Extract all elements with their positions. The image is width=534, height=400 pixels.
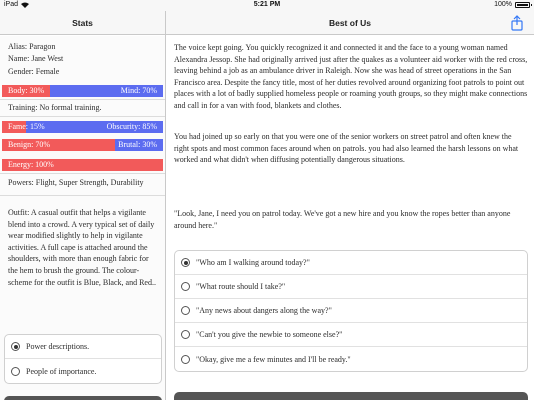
body-label: Body: 30%	[8, 86, 45, 95]
radio-icon	[181, 355, 190, 364]
option-label: People of importance.	[26, 366, 97, 376]
choice-label: "Can't you give the newbie to someone else?"	[196, 330, 343, 339]
story-paragraph: "Look, Jane, I need you on patrol today. We've got a new hire and you know the ropes better than anyone around here."	[174, 209, 511, 230]
status-bar	[0, 0, 534, 11]
benign-brutal-bar	[2, 139, 163, 151]
fame-obscurity-bar	[2, 121, 163, 133]
choices-list	[174, 250, 528, 372]
choice-label: "Who am I walking around today?"	[196, 258, 310, 267]
story-paragraph: You had joined up so early on that you were one of the senior workers on street patrol and often knew the right spots and most common faces around when on patrols. you had also learned the harsh lessons on what worked and what didn't when diffusing potentially dangerous situations.	[174, 132, 519, 165]
energy-label: Energy: 100%	[8, 160, 54, 169]
stats-panel[interactable]	[0, 36, 165, 400]
radio-icon	[11, 367, 20, 376]
battery-percent: 100%	[494, 1, 512, 8]
choice-what-route[interactable]	[175, 275, 527, 299]
story-title: Best of Us	[328, 17, 372, 28]
choice-any-news[interactable]	[175, 299, 527, 323]
choice-label: "What route should I take?"	[196, 282, 286, 291]
separator	[0, 116, 165, 117]
name-text: Name: Jane West	[8, 54, 64, 63]
body-mind-bar	[2, 85, 163, 97]
choice-who-am-i-walking[interactable]	[175, 251, 527, 275]
separator	[0, 195, 165, 196]
choice-okay-ready[interactable]	[175, 347, 527, 371]
option-label: Power descriptions.	[26, 342, 90, 351]
choice-label: "Okay, give me a few minutes and I'll be ready."	[196, 354, 351, 364]
story-paragraph: The voice kept going. You quickly recognized it and connected it and the face to a young woman named Alexandra Jessop. She had originally arrived just after the quakes as a volunteer aid worker with the red cross, leaving behind a job as an ambulance driver in Raleigh. Now she was head of street operations in the San Francisco area. Despite the fancy title, most of her duties revolved around organizing foot patrols to point out places with a lot of badly supplied homeless people or roaming youth groups, so they might make connections and call in for a van with food, blankets and clothes.	[174, 43, 528, 110]
status-time: 5:21 PM	[253, 1, 281, 8]
story-next-button[interactable]	[174, 392, 528, 400]
benign-label: Benign: 70%	[8, 140, 50, 149]
radio-icon	[181, 330, 190, 339]
radio-icon	[181, 282, 190, 291]
energy-bar	[2, 159, 163, 171]
obscurity-label: Obscurity: 85%	[106, 122, 157, 131]
alias-text: Alias: Paragon	[8, 42, 56, 51]
powers-text: Powers: Flight, Super Strength, Durability	[8, 178, 144, 187]
stats-option-people-of-importance[interactable]	[5, 359, 161, 383]
choice-give-newbie-away[interactable]	[175, 323, 527, 347]
stats-nav-bar	[0, 11, 165, 35]
training-text: Training: No formal training.	[8, 103, 102, 112]
battery-icon	[515, 2, 530, 8]
outfit-description: Outfit: A casual outfit that helps a vigilante blend into a crowd. A very typical set of daily wear modified slightly to help in vigilante activities. A full cape is attached around the shoulders, with more than enough fabric for the hem to brush the ground. The colour-scheme for the outfit is Blue, Black, and Red..	[8, 208, 156, 287]
separator	[0, 173, 165, 174]
stats-continue-button[interactable]	[4, 396, 162, 400]
status-right	[494, 1, 530, 8]
gender-text: Gender: Female	[8, 67, 60, 76]
story-nav-bar	[166, 11, 534, 35]
radio-icon	[11, 342, 20, 351]
choice-label: "Any news about dangers along the way?"	[196, 306, 332, 315]
fame-label: Fame: 15%	[8, 122, 45, 131]
story-panel[interactable]	[166, 36, 534, 400]
mind-label: Mind: 70%	[120, 86, 157, 95]
radio-icon	[181, 258, 190, 267]
radio-icon	[181, 306, 190, 315]
device-label: iPad	[4, 1, 19, 8]
share-icon[interactable]	[510, 15, 524, 31]
stats-option-power-descriptions[interactable]	[5, 335, 161, 359]
stats-title: Stats	[72, 17, 93, 28]
brutal-label: Brutal: 30%	[118, 140, 157, 149]
stats-options-list	[4, 334, 162, 384]
separator	[0, 99, 165, 100]
